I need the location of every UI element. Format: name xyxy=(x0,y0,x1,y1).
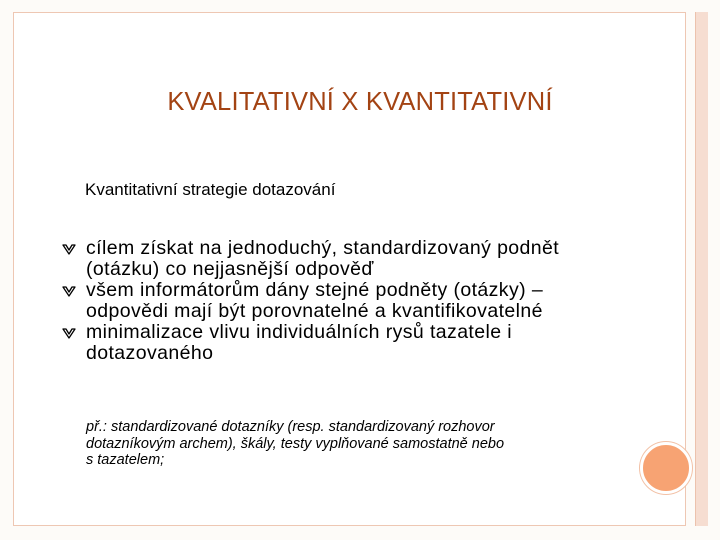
example-note xyxy=(86,419,646,469)
bullet-item xyxy=(62,280,662,322)
bullet-line: odpovědi mají být porovnatelné a kvantifikovatelné xyxy=(86,300,543,322)
bullet-item xyxy=(62,238,662,280)
note-line: s tazatelem; xyxy=(86,452,165,468)
bullet-line: minimalizace vlivu individuálních rysů tazatele i xyxy=(86,321,513,343)
decorative-side-bar xyxy=(695,12,708,526)
checkmark-arrow-icon xyxy=(62,326,76,340)
note-line: př.: standardizované dotazníky (resp. standardizovaný rozhovor xyxy=(86,419,495,435)
bullet-line: (otázku) co nejjasnější odpověď xyxy=(86,258,374,280)
bullet-line: dotazovaného xyxy=(86,342,214,364)
checkmark-arrow-icon xyxy=(62,242,76,256)
note-line: dotazníkovým archem), škály, testy vyplňované samostatně nebo xyxy=(86,435,505,452)
decorative-circle xyxy=(640,442,692,494)
checkmark-arrow-icon xyxy=(62,284,76,298)
slide-subtitle: Kvantitativní strategie dotazování xyxy=(85,180,336,199)
bullet-item xyxy=(62,322,662,364)
slide-title: KVALITATIVNÍ X KVANTITATIVNÍ xyxy=(167,88,553,116)
bullet-list xyxy=(62,238,662,364)
bullet-line: všem informátorům dány stejné podněty (otázky) – xyxy=(86,279,544,301)
bullet-line: cílem získat na jednoduchý, standardizovaný podnět xyxy=(86,237,560,259)
